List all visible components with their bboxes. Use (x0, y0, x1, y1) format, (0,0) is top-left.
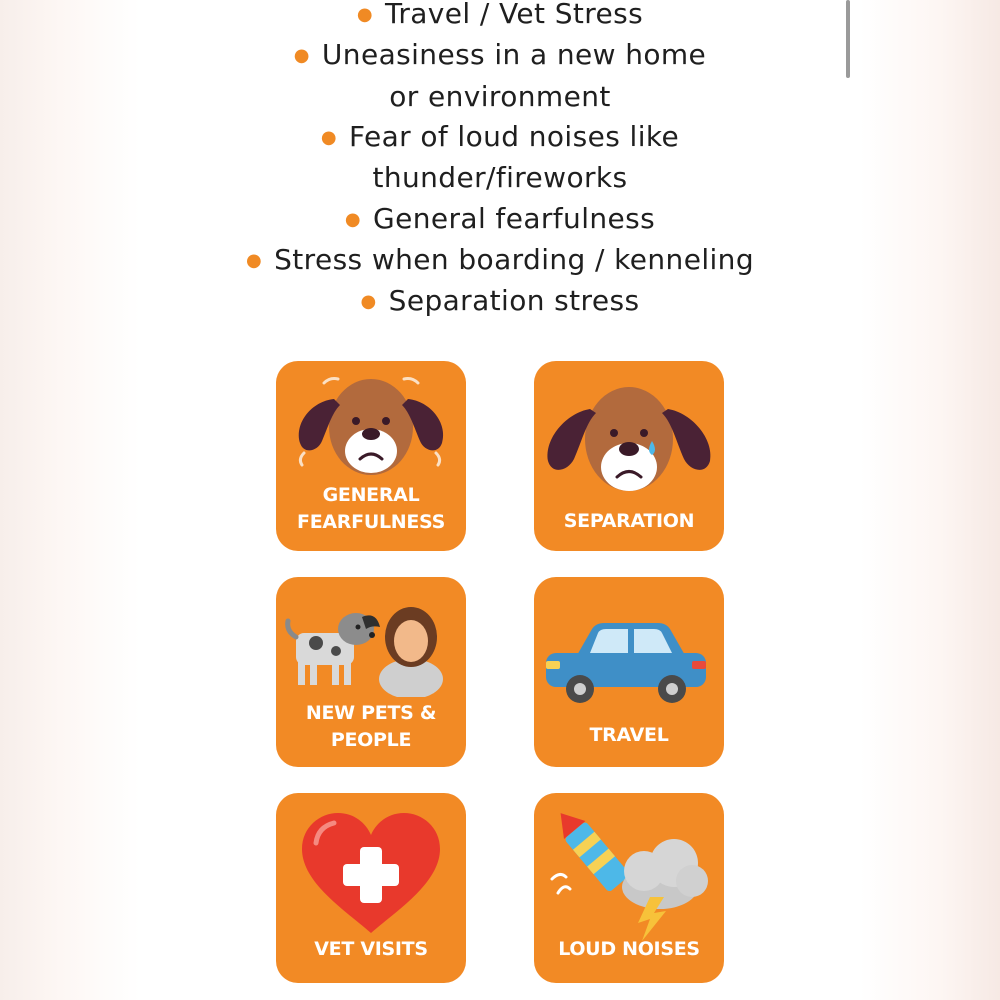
bullet-dot-icon: ● (293, 45, 310, 66)
trembling-dog-icon (276, 361, 466, 491)
bullet-dot-icon: ● (356, 3, 373, 25)
car-icon (534, 577, 724, 717)
tile-label: NEW PETS & PEOPLE (305, 702, 437, 751)
tile-separation[interactable] (534, 361, 724, 551)
tile-loud-noises[interactable] (534, 793, 724, 983)
dog-and-person-icon (276, 577, 466, 697)
crying-dog-icon (534, 361, 724, 501)
bullet-dot-icon: ● (344, 208, 361, 230)
tile-label: SEPARATION (563, 510, 695, 532)
list-item: ● Stress when boarding / kenneling (245, 243, 754, 276)
list-item: ● Separation stress (360, 284, 640, 318)
tile-travel[interactable] (534, 577, 724, 767)
tile-label: GENERAL FEARFULNESS (297, 484, 445, 533)
tile-new-pets-people[interactable] (276, 577, 466, 767)
tile-vet-visits[interactable] (276, 793, 466, 983)
list-item: ● General fearfulness (344, 201, 656, 235)
list-item: ● Fear of loud noises like thunder/fireworks (320, 120, 680, 195)
firework-storm-icon (534, 793, 724, 943)
list-item: ● Travel / Vet Stress (356, 0, 644, 30)
tile-general-fearfulness[interactable] (276, 361, 466, 551)
medical-heart-icon (276, 793, 466, 943)
list-item: ● Uneasiness in a new home or environment (293, 38, 707, 113)
tile-label: VET VISITS (314, 938, 428, 960)
bullet-dot-icon: ● (320, 126, 337, 148)
stress-bullet-list (145, 0, 855, 323)
bullet-dot-icon: ● (245, 249, 263, 271)
bullet-dot-icon: ● (360, 291, 377, 312)
tile-label: TRAVEL (589, 724, 669, 746)
tile-label: LOUD NOISES (558, 938, 700, 960)
